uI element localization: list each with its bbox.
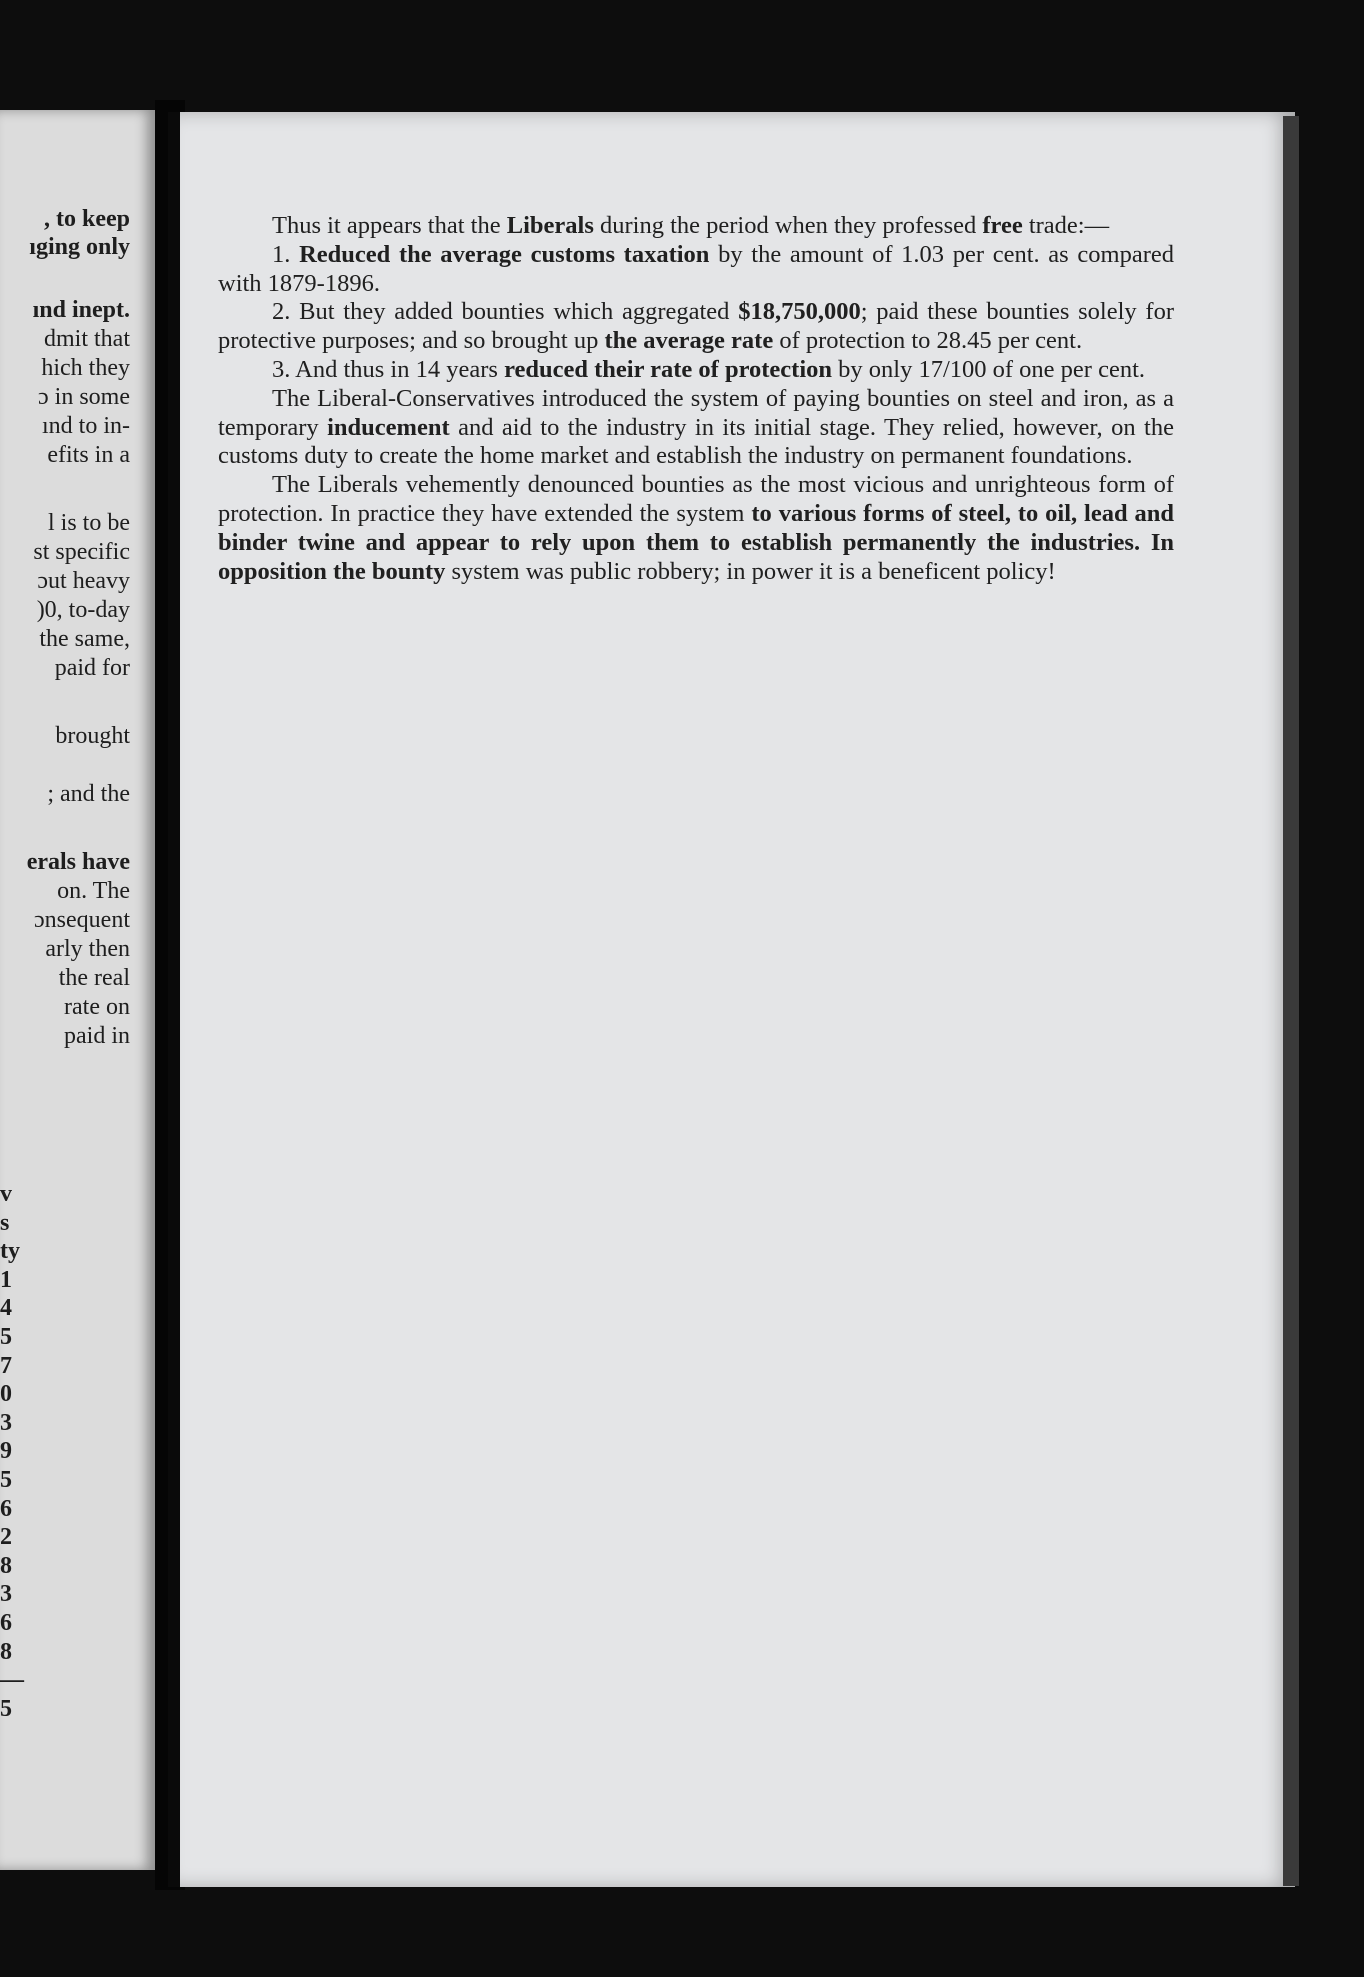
text-run: during the period when they professed — [593, 212, 983, 239]
left-page-line: hich they — [41, 355, 130, 381]
left-page-line: ɔ in some — [38, 384, 130, 410]
bold-text-run: inducement — [327, 413, 450, 441]
bold-text-run: ablish permanently the industries. In opposition the bounty — [218, 528, 1174, 585]
left-page-line: ınd to in- — [42, 413, 130, 439]
left-page-line: efits in a — [47, 442, 130, 468]
left-page-line: ; and the — [47, 781, 130, 807]
left-page-line: )0, to-day — [36, 597, 130, 623]
left-page-line: the real — [58, 965, 130, 991]
left-page-line: st specific — [33, 539, 130, 565]
text-run: ic robbery; in power it is a beneficent policy! — [613, 557, 1056, 585]
text-run: trade:— — [1022, 212, 1110, 239]
paragraph-point-3 — [218, 356, 1174, 385]
left-page-line: dmit that — [44, 326, 130, 352]
text-run: The Liberal — [272, 471, 389, 499]
text-run: by the amount of 1.03 per cent. as compared with 1879-1896. — [218, 240, 1174, 297]
text-run: Thus it appears that the — [272, 212, 507, 239]
text-run: ey relied, however, on the customs duty to create the home market and establ — [218, 413, 1174, 470]
left-page-digit: 0 — [0, 1381, 12, 1408]
left-page-digit: 4 — [0, 1295, 12, 1322]
bold-text-run: to various forms of steel, to oil, lead and binder twine and appear to rely upon them to est — [218, 499, 1175, 556]
left-page-digit: 5 — [0, 1324, 12, 1350]
text-run: ish the industry on permanent foundations. — [713, 442, 1133, 470]
left-page-line: ıging only — [29, 234, 130, 260]
left-page-line: rate on — [64, 994, 130, 1020]
left-page-digit: 5 — [0, 1695, 12, 1722]
left-page-line: arly then — [45, 936, 130, 962]
left-page-digit: 3 — [0, 1409, 12, 1436]
text-run: system was publ — [445, 557, 614, 585]
left-page-digit: 8 — [0, 1552, 12, 1579]
left-page-line: ɔnsequent — [34, 907, 130, 933]
text-run: 2. But they added bounties which aggregated — [272, 298, 739, 326]
left-page-line: paid in — [64, 1023, 130, 1049]
bold-text-run: free — [982, 212, 1023, 239]
left-page-digit: v — [0, 1181, 12, 1207]
left-page-digit: s — [0, 1209, 10, 1236]
bold-text-run: Reduced the average customs taxation — [299, 240, 710, 268]
left-page-line: ɔut heavy — [37, 568, 130, 594]
right-page-text — [218, 212, 1174, 586]
text-run: and aid to the industry in its initial stage. Th — [449, 413, 912, 441]
left-page-digit: ty — [0, 1238, 20, 1265]
text-run: 1. — [272, 240, 300, 268]
left-page-line: the same, — [39, 626, 130, 652]
left-page-digit: 2 — [0, 1524, 12, 1551]
left-page-digit: 6 — [0, 1495, 12, 1522]
left-page-line: l is to be — [48, 510, 130, 536]
paragraph-point-1 — [218, 241, 1174, 299]
left-page-digit: 7 — [0, 1352, 12, 1379]
bold-text-run: the average rate — [604, 327, 774, 355]
text-run: 3. And thus in 14 years — [272, 355, 505, 383]
text-run: The Liberal-Conservatives introduced the system of paying bounties on steel and iron, as a temporary — [218, 384, 1174, 441]
left-page-digit: 3 — [0, 1581, 12, 1608]
left-page-line: on. The — [57, 878, 130, 904]
text-run: s vehemently denounced bounties as the most vicious and unrighteous form of protection. In practice they have extended the system — [218, 471, 1175, 527]
right-page-edge — [1283, 116, 1299, 1886]
text-run: by only 17/100 of one per cent. — [832, 355, 1146, 383]
left-page-line: paid for — [54, 655, 130, 681]
left-page-digit: 6 — [0, 1610, 12, 1636]
left-page-line: , to keep — [44, 206, 130, 232]
left-page-line: erals have — [26, 849, 130, 875]
left-page-line: ınd inept. — [32, 297, 130, 323]
bold-text-run: reduced their rate of protection — [504, 355, 833, 383]
left-page-digit: — — [0, 1667, 24, 1694]
text-run: of protection to 28.45 per cent. — [773, 327, 1083, 355]
left-page-digit: 8 — [0, 1638, 12, 1665]
bold-text-run: $18,750,000 — [738, 298, 861, 326]
paragraph-liberal-conservatives — [218, 385, 1174, 471]
paragraph-liberals-denounced — [218, 471, 1174, 586]
bold-text-run: Liberals — [506, 212, 594, 239]
paragraph-intro — [218, 212, 1174, 241]
paragraph-point-2 — [218, 298, 1174, 356]
left-page-line: brought — [55, 723, 130, 749]
text-run: ; paid these bounties solely for protective purposes; and so brought up — [218, 298, 1174, 355]
left-page-digit: 5 — [0, 1467, 12, 1493]
left-page-digit: 9 — [0, 1438, 12, 1465]
left-page-digit: 1 — [0, 1266, 12, 1293]
